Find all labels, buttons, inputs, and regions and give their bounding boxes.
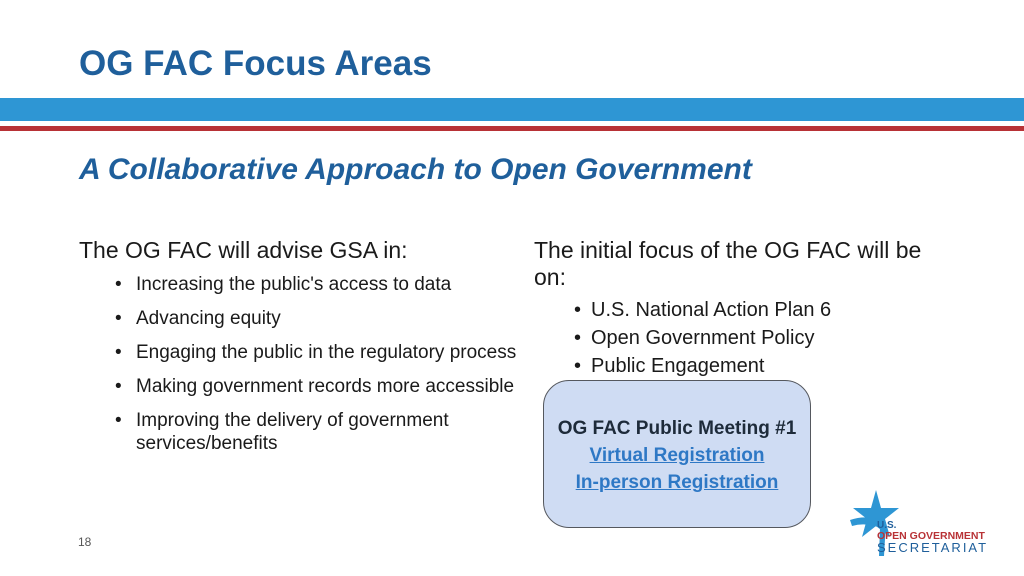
bullet-icon: • <box>115 376 122 397</box>
slide-title: OG FAC Focus Areas <box>79 44 432 83</box>
bullet-icon: • <box>574 355 582 377</box>
focus-list <box>574 296 954 380</box>
right-column <box>534 237 954 380</box>
bullet-icon: • <box>574 327 582 349</box>
bullet-icon: • <box>574 299 582 321</box>
list-item: • Improving the delivery of government services/benefits <box>115 410 449 454</box>
right-lead: The initial focus of the OG FAC will be on: <box>534 237 922 290</box>
logo-line-open-government: OPEN GOVERNMENT <box>877 530 985 542</box>
list-item: • Increasing the public's access to data <box>115 274 452 295</box>
bullet-icon: • <box>115 342 122 363</box>
meeting-callout <box>543 380 811 528</box>
left-column <box>79 237 519 466</box>
list-item: • Making government records more accessible <box>115 376 515 397</box>
page-number: 18 <box>78 535 92 549</box>
list-item: • Engaging the public in the regulatory process <box>115 342 517 363</box>
in-person-registration-link[interactable]: In-person Registration <box>575 472 779 493</box>
bullet-icon: • <box>115 274 122 295</box>
bullet-icon: • <box>115 308 122 329</box>
header-red-stripe <box>0 126 1024 131</box>
logo-line-us: U.S. <box>877 520 897 531</box>
left-lead: The OG FAC will advise GSA in: <box>79 237 408 263</box>
advise-list <box>115 273 519 455</box>
meeting-title: OG FAC Public Meeting #1 <box>557 418 797 439</box>
virtual-registration-link[interactable]: Virtual Registration <box>589 445 765 466</box>
header-blue-bar <box>0 98 1024 121</box>
slide-subtitle: A Collaborative Approach to Open Government <box>79 153 752 186</box>
logo-line-secretariat: SECRETARIAT <box>877 540 989 555</box>
list-item: • Public Engagement <box>574 352 954 380</box>
list-item: • U.S. National Action Plan 6 <box>574 296 954 324</box>
list-item: • Open Government Policy <box>574 324 954 352</box>
list-item: • Advancing equity <box>115 308 281 329</box>
bullet-icon: • <box>115 410 122 431</box>
